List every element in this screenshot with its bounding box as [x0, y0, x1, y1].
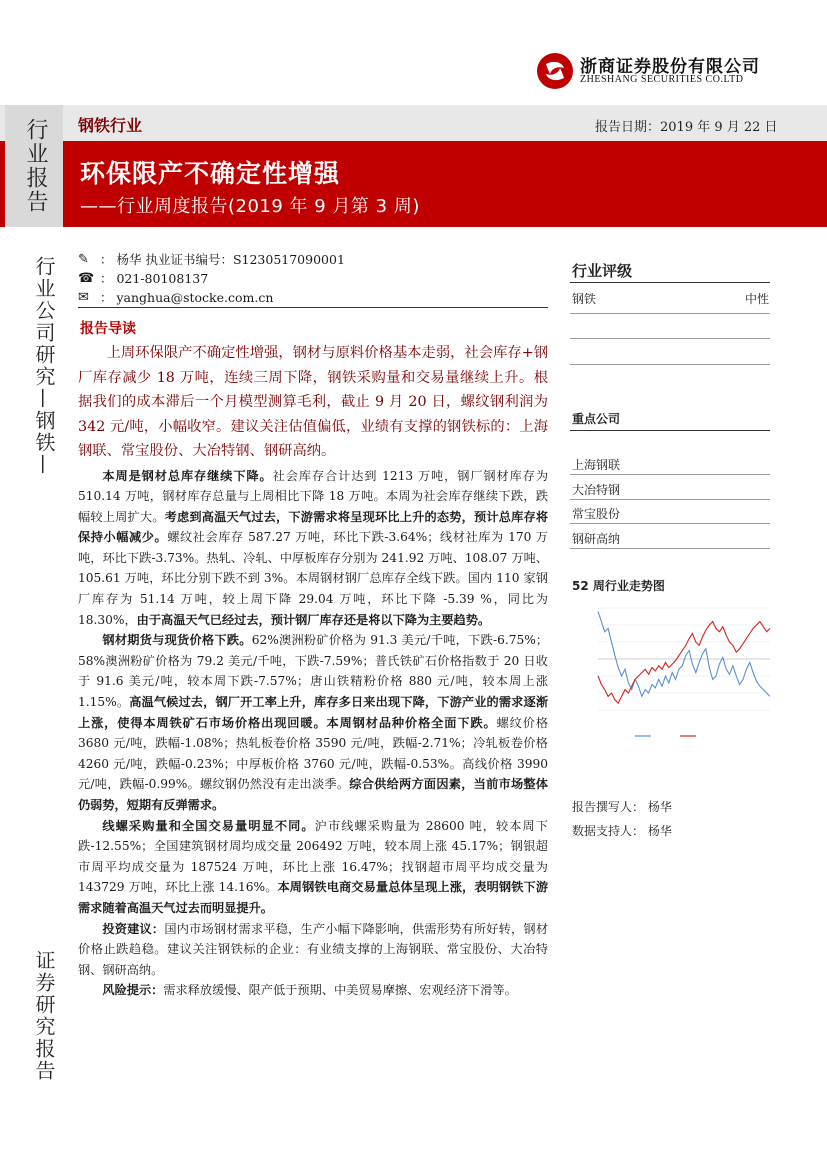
- inventory-highlight-1: 考虑到高温天气过去，下游需求将呈现环比上升的态势，预计总库存将保持小幅减少。: [78, 509, 549, 545]
- analyst-contact: [78, 250, 345, 307]
- rating-divider: [570, 338, 770, 339]
- rating-title: 行业评级: [572, 262, 633, 280]
- guide-intro: 上周环保限产不确定性增强，钢材与原料价格基本走弱，社会库存+钢厂库存减少 18 万吨，连续三周下降，钢铁采购量和交易量继续上升。根据我们的成本滞后一个月模型测算毛利，截止 9 月 20 日，螺纹钢利润为 342 元/吨，小幅收窄。建议关注估值偏低，业绩有支撑的钢铁标的：上海钢联、常宝股份、大冶特钢、钢研高纳。: [78, 345, 548, 459]
- email-link[interactable]: ： yanghua@stocke.com.cn: [100, 290, 274, 305]
- company-item: 钢研高纳: [572, 532, 621, 546]
- company-divider: [570, 474, 770, 475]
- company-item: 大冶特钢: [572, 483, 621, 497]
- price-text-1: 62%澳洲粉矿价格为 91.3 美元/千吨，下跌-6.75%；58%澳洲粉矿价格为 79.2 美元/千吨，下跌-7.59%；普氏铁矿石价格指数于 20 日收于 91.6 美元/吨，较本周下跌-7.57%；唐山铁精粉价格 880 元/吨，较本周上涨 1.15%。: [78, 633, 549, 710]
- trend-chart: [570, 598, 775, 748]
- company-logo-icon: [536, 52, 574, 90]
- side-footer-label: 证券研究报告: [32, 950, 56, 1082]
- chart-title: 52 周行业走势图: [572, 579, 665, 593]
- volume-paragraph: [78, 816, 548, 919]
- phone-row: [78, 269, 345, 288]
- investment-lead: 投资建议：: [102, 921, 165, 936]
- companies-title: 重点公司: [572, 412, 621, 426]
- inventory-lead: 本周是钢材总库存继续下降。: [102, 468, 273, 483]
- rating-value: 中性: [745, 292, 770, 306]
- companies-rule: [570, 430, 770, 431]
- volume-highlight: 本周钢铁电商交易量总体呈现上涨，表明钢铁下游需求随着高温天气过去而明显提升。: [78, 880, 549, 915]
- guide-heading: 报告导读: [80, 321, 136, 337]
- company-item: 上海钢联: [572, 458, 621, 472]
- report-title: 环保限产不确定性增强: [80, 159, 341, 188]
- chart-series-line-0: [598, 611, 770, 696]
- inventory-text-2: 螺纹社会库存 587.27 万吨，环比下跌-3.64%；线材社库为 170 万吨，环比下跌-3.73%。热轧、冷轧、中厚板库存分别为 241.92 万吨、108.07 万吨、105.61 万吨，环比分别下跌不到 3%。本周钢材钢厂总库存全线下跌。国内 110 家钢厂库存为 51.14 万吨，较上周下降 29.04 万吨，环比下降 -5.39 %，同比为 18.30%，: [78, 530, 548, 627]
- price-highlight-1: 高温气候过去，钢厂开工率上升，库存多日来出现下降，下游产业的需求逐渐上涨，使得本周铁矿石市场价格出现回暖。本周钢材品种价格全面下跌。: [78, 695, 549, 730]
- industry-label: 钢铁行业: [78, 116, 143, 135]
- report-writer: 报告撰写人： 杨华: [572, 800, 672, 814]
- inventory-highlight-2: 由于高温天气已经过去，预计钢厂库存还是将以下降为主要趋势。: [136, 612, 491, 627]
- inventory-text-1: 社会库存合计达到 1213 万吨，钢厂钢材库存为 510.14 万吨，钢材库存总量与上周相比下降 18 万吨。本周为社会库存继续下跌，跌幅较上周扩大。: [78, 468, 549, 524]
- investment-text: 国内市场钢材需求平稳，生产小幅下降影响，供需形势有所好转，钢材价格止跌趋稳。建议关注钢铁标的企业：有业绩支撑的上海钢联、常宝股份、大冶特钢、钢研高纳。: [78, 921, 549, 977]
- risk-paragraph: [78, 980, 548, 1001]
- rating-industry: 钢铁: [572, 292, 597, 306]
- mail-icon: ✉: [78, 290, 89, 305]
- company-item: 常宝股份: [572, 507, 621, 521]
- rating-rule: [570, 282, 770, 283]
- company-divider: [570, 548, 770, 549]
- data-supporter: 数据支持人： 杨华: [572, 824, 672, 838]
- phone-text: ： 021-80108137: [100, 271, 209, 286]
- risk-text: 需求释放缓慢、限产低于预期、中美贸易摩擦、宏观经济下滑等。: [163, 983, 517, 998]
- rating-divider: [570, 313, 770, 314]
- volume-text-1: 沪市线螺采购量为 28600 吨，较本周下跌-12.55%；全国建筑钢材周均成交量 206492 万吨，较本周上涨 45.17%；钢银超市周平均成交量为 187524 万吨，环比上涨 16.47%；找钢超市周平均成交量为 143729 万吨，环比上涨 14.16%。: [78, 818, 549, 895]
- price-text-2: 螺纹价格 3680 元/吨，跌幅-1.08%；热轧板卷价格 3590 元/吨，跌幅-2.71%；冷轧板卷价格 4260 元/吨，跌幅-0.23%；中厚板价格 3760 元/吨，跌幅-0.53%。高线价格 3990 元/吨，跌幅-0.99%。螺纹钢仍然没有走出淡季。: [78, 715, 549, 792]
- email-row: [78, 288, 345, 307]
- price-lead: 钢材期货与现货价格下跌。: [102, 633, 252, 648]
- company-divider: [570, 523, 770, 524]
- report-subtitle: ——行业周度报告(2019 年 9 月第 3 周): [80, 196, 420, 217]
- price-paragraph: [78, 630, 548, 815]
- company-divider: [570, 499, 770, 500]
- volume-lead: 线螺采购量和全国交易量明显不同。: [102, 818, 315, 833]
- company-name-cn: 浙商证券股份有限公司: [580, 57, 760, 77]
- inventory-paragraph: [78, 466, 548, 631]
- contact-divider: [78, 307, 548, 308]
- report-type-label: 行业报告: [23, 118, 48, 214]
- price-highlight-2: 综合供给两方面因素，当前市场整体仍弱势，短期有反弹需求。: [78, 777, 548, 812]
- report-body: [78, 341, 548, 1001]
- rating-divider: [570, 364, 770, 365]
- author-row: [78, 250, 345, 269]
- side-category: 行业公司研究—钢铁—: [32, 256, 56, 476]
- phone-icon: ☎: [78, 271, 95, 286]
- pen-icon: ✎: [78, 252, 89, 267]
- investment-paragraph: [78, 919, 548, 981]
- report-date: 报告日期：2019 年 9 月 22 日: [595, 120, 778, 135]
- risk-lead: 风险提示：: [102, 983, 164, 998]
- author-text: ： 杨华 执业证书编号：S1230517090001: [100, 252, 345, 267]
- company-name-en: ZHESHANG SECURITIES CO.LTD: [580, 74, 744, 85]
